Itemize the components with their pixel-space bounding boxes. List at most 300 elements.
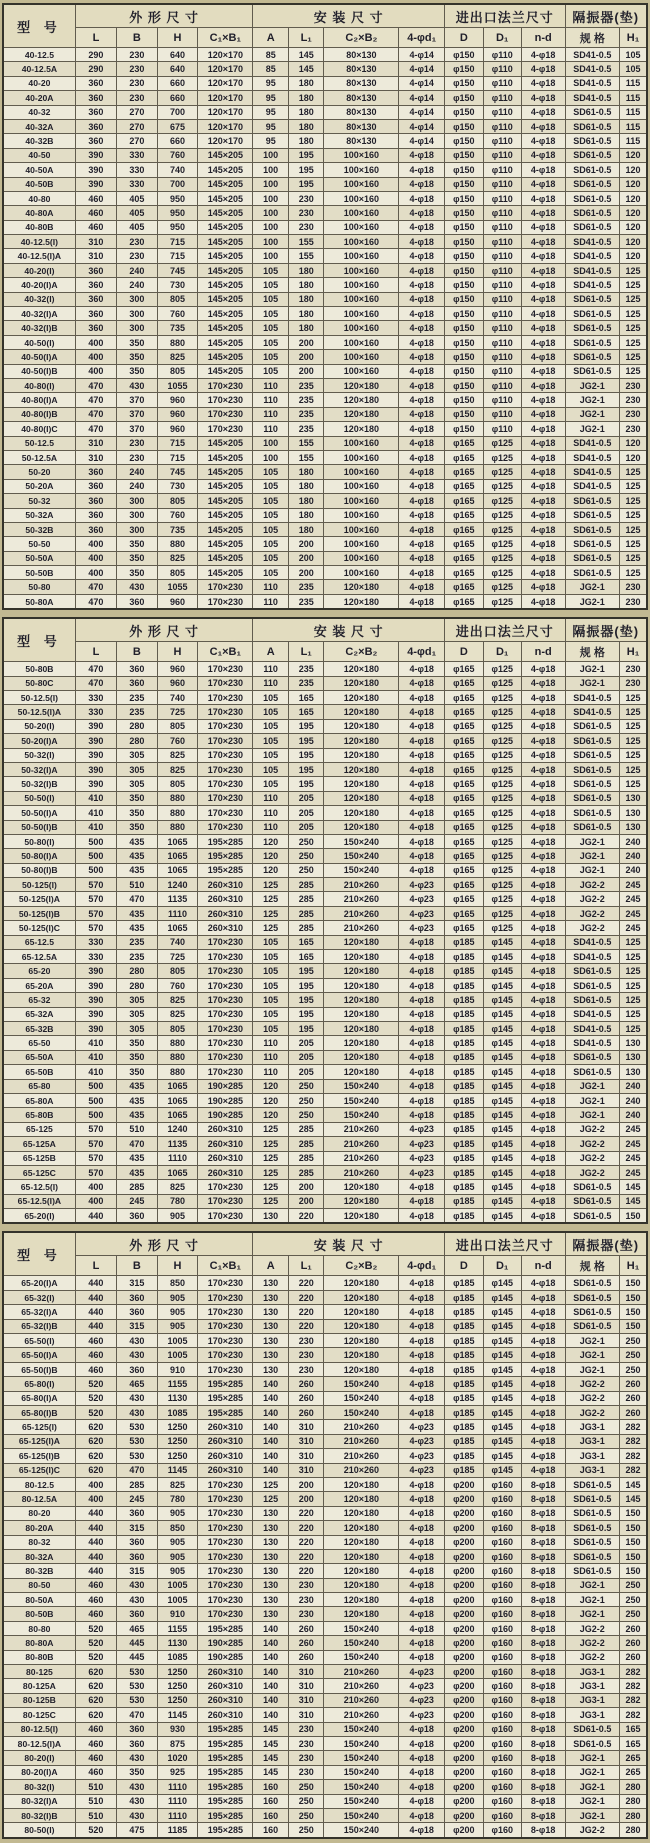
value-cell: 360 (75, 494, 116, 508)
value-cell: 350 (117, 566, 158, 580)
value-cell: 130 (253, 1535, 289, 1549)
value-cell: 145 (288, 62, 324, 76)
value-cell: φ125 (483, 921, 521, 935)
value-cell: SD61-0.5 (565, 1535, 620, 1549)
value-cell: JG2-1 (565, 422, 620, 436)
value-cell: 4-φ18 (399, 1621, 445, 1635)
value-cell: 1110 (157, 1808, 198, 1822)
column-group-header: 隔振器(垫) (565, 1232, 647, 1256)
value-cell: 350 (117, 1036, 158, 1050)
model-cell: 50-125(I)A (3, 892, 75, 906)
value-cell: φ150 (445, 134, 484, 148)
model-cell: 50-50B (3, 566, 75, 580)
value-cell: 210×260 (324, 878, 399, 892)
value-cell: 110 (253, 422, 289, 436)
value-cell: 240 (117, 263, 158, 277)
value-cell: 430 (117, 378, 158, 392)
value-cell: 4-φ18 (521, 1319, 565, 1333)
value-cell: 390 (75, 777, 116, 791)
value-cell: 110 (253, 806, 289, 820)
table-row (3, 407, 647, 421)
value-cell: φ125 (483, 479, 521, 493)
model-cell: 65-50(I) (3, 1334, 75, 1348)
value-cell: 125 (620, 993, 647, 1007)
value-cell: 360 (117, 1362, 158, 1376)
value-cell: 130 (253, 1362, 289, 1376)
model-cell: 65-80(I)B (3, 1405, 75, 1419)
value-cell: 780 (157, 1194, 198, 1208)
value-cell: 245 (620, 1137, 647, 1151)
value-cell: φ185 (445, 1334, 484, 1348)
value-cell: 260×310 (198, 1679, 253, 1693)
value-cell: 155 (288, 235, 324, 249)
value-cell: 620 (75, 1679, 116, 1693)
table-row (3, 1477, 647, 1491)
value-cell: 4-φ18 (521, 1165, 565, 1179)
value-cell: φ110 (483, 364, 521, 378)
value-cell: 145×205 (198, 177, 253, 191)
value-cell: 470 (75, 407, 116, 421)
value-cell: 4-φ18 (399, 1305, 445, 1319)
value-cell: 145 (253, 1765, 289, 1779)
value-cell: 4-φ18 (521, 292, 565, 306)
value-cell: 230 (288, 1607, 324, 1621)
value-cell: 825 (157, 1477, 198, 1491)
value-cell: 120 (253, 1079, 289, 1093)
column-header: H (157, 28, 198, 48)
value-cell: φ145 (483, 1391, 521, 1405)
value-cell: 530 (117, 1679, 158, 1693)
value-cell: JG2-1 (565, 662, 620, 676)
value-cell: 120×180 (324, 378, 399, 392)
table-row (3, 220, 647, 234)
value-cell: 145×205 (198, 335, 253, 349)
value-cell: 145 (253, 1751, 289, 1765)
value-cell: 4-φ18 (399, 1405, 445, 1419)
value-cell: 435 (117, 921, 158, 935)
value-cell: 740 (157, 163, 198, 177)
value-cell: 400 (75, 1194, 116, 1208)
column-header-model: 型 号 (3, 1232, 75, 1276)
value-cell: 4-φ18 (399, 849, 445, 863)
value-cell: 120×180 (324, 1593, 399, 1607)
value-cell: 330 (117, 163, 158, 177)
value-cell: 4-φ23 (399, 1137, 445, 1151)
value-cell: φ185 (445, 1007, 484, 1021)
value-cell: φ200 (445, 1535, 484, 1549)
value-cell: 4-φ18 (399, 1362, 445, 1376)
value-cell: 4-φ18 (399, 978, 445, 992)
value-cell: 4-φ18 (399, 407, 445, 421)
value-cell: 125 (253, 1165, 289, 1179)
value-cell: 4-φ18 (521, 105, 565, 119)
value-cell: 330 (75, 705, 116, 719)
value-cell: φ150 (445, 350, 484, 364)
table-row (3, 1593, 647, 1607)
value-cell: 105 (253, 364, 289, 378)
value-cell: 4-φ18 (399, 748, 445, 762)
value-cell: 100×160 (324, 364, 399, 378)
value-cell: 170×230 (198, 662, 253, 676)
value-cell: φ165 (445, 594, 484, 609)
value-cell: 4-φ18 (399, 1093, 445, 1107)
value-cell: 360 (117, 594, 158, 609)
value-cell: 905 (157, 1564, 198, 1578)
value-cell: 350 (117, 350, 158, 364)
value-cell: φ125 (483, 906, 521, 920)
spec-table-1 (2, 3, 648, 610)
value-cell: φ185 (445, 1348, 484, 1362)
model-cell: 65-125B (3, 1151, 75, 1165)
value-cell: 470 (75, 422, 116, 436)
model-cell: 80-50 (3, 1578, 75, 1592)
value-cell: JG2-2 (565, 921, 620, 935)
value-cell: 145 (288, 48, 324, 62)
value-cell: 130 (253, 1348, 289, 1362)
column-header: 4-φd₁ (399, 28, 445, 48)
value-cell: 8-φ18 (521, 1794, 565, 1808)
value-cell: 390 (75, 748, 116, 762)
table-row (3, 134, 647, 148)
value-cell: 390 (75, 762, 116, 776)
value-cell: 440 (75, 1305, 116, 1319)
value-cell: φ200 (445, 1679, 484, 1693)
value-cell: φ185 (445, 1209, 484, 1224)
value-cell: 260×310 (198, 878, 253, 892)
value-cell: 4-φ14 (399, 62, 445, 76)
value-cell: 145×205 (198, 278, 253, 292)
value-cell: 130 (253, 1607, 289, 1621)
value-cell: φ125 (483, 580, 521, 594)
value-cell: 400 (75, 551, 116, 565)
value-cell: 195 (288, 719, 324, 733)
table-row (3, 705, 647, 719)
table-row (3, 734, 647, 748)
value-cell: φ145 (483, 1463, 521, 1477)
value-cell: 95 (253, 119, 289, 133)
value-cell: 570 (75, 878, 116, 892)
value-cell: 125 (620, 292, 647, 306)
value-cell: 1065 (157, 863, 198, 877)
value-cell: φ150 (445, 62, 484, 76)
value-cell: φ165 (445, 436, 484, 450)
value-cell: φ110 (483, 378, 521, 392)
value-cell: 80×130 (324, 119, 399, 133)
value-cell: 250 (620, 1593, 647, 1607)
value-cell: φ145 (483, 1209, 521, 1224)
table-row (3, 1679, 647, 1693)
value-cell: 180 (288, 307, 324, 321)
value-cell: 100 (253, 235, 289, 249)
value-cell: 195×285 (198, 1808, 253, 1822)
value-cell: 1130 (157, 1636, 198, 1650)
value-cell: 250 (620, 1607, 647, 1621)
value-cell: 430 (117, 1334, 158, 1348)
value-cell: φ185 (445, 1065, 484, 1079)
value-cell: φ185 (445, 1290, 484, 1304)
column-header: D₁ (483, 642, 521, 662)
value-cell: 260×310 (198, 1449, 253, 1463)
value-cell: φ145 (483, 935, 521, 949)
table-row (3, 849, 647, 863)
value-cell: φ200 (445, 1823, 484, 1838)
value-cell: 200 (288, 364, 324, 378)
value-cell: 170×230 (198, 777, 253, 791)
value-cell: φ200 (445, 1693, 484, 1707)
value-cell: 260×310 (198, 1122, 253, 1136)
value-cell: 510 (75, 1794, 116, 1808)
value-cell: φ185 (445, 993, 484, 1007)
value-cell: 530 (117, 1434, 158, 1448)
value-cell: 260 (620, 1377, 647, 1391)
model-cell: 80-32 (3, 1535, 75, 1549)
value-cell: 850 (157, 1521, 198, 1535)
value-cell: 105 (253, 465, 289, 479)
value-cell: 180 (288, 522, 324, 536)
value-cell: 470 (117, 892, 158, 906)
value-cell: 80×130 (324, 105, 399, 119)
value-cell: 105 (253, 522, 289, 536)
value-cell: 4-φ18 (399, 777, 445, 791)
value-cell: 100×160 (324, 220, 399, 234)
value-cell: 165 (288, 691, 324, 705)
value-cell: 200 (288, 1180, 324, 1194)
value-cell: φ145 (483, 1362, 521, 1376)
value-cell: 195×285 (198, 1823, 253, 1838)
value-cell: SD41-0.5 (565, 436, 620, 450)
value-cell: φ165 (445, 705, 484, 719)
value-cell: 120 (620, 148, 647, 162)
value-cell: 760 (157, 307, 198, 321)
value-cell: 120×180 (324, 734, 399, 748)
model-cell: 40-32B (3, 134, 75, 148)
value-cell: 95 (253, 105, 289, 119)
value-cell: φ160 (483, 1780, 521, 1794)
value-cell: 230 (288, 1578, 324, 1592)
value-cell: 265 (620, 1751, 647, 1765)
model-cell: 40-32(I) (3, 292, 75, 306)
value-cell: 570 (75, 906, 116, 920)
value-cell: JG3-1 (565, 1679, 620, 1693)
value-cell: SD41-0.5 (565, 235, 620, 249)
value-cell: 145×205 (198, 220, 253, 234)
value-cell: 8-φ18 (521, 1722, 565, 1736)
value-cell: 240 (620, 1108, 647, 1122)
value-cell: φ160 (483, 1549, 521, 1563)
value-cell: SD61-0.5 (565, 1521, 620, 1535)
value-cell: 260×310 (198, 921, 253, 935)
value-cell: 210×260 (324, 1151, 399, 1165)
value-cell: 905 (157, 1209, 198, 1224)
value-cell: φ125 (483, 820, 521, 834)
value-cell: 130 (253, 1305, 289, 1319)
model-cell: 40-12.5(I) (3, 235, 75, 249)
value-cell: 120×180 (324, 1521, 399, 1535)
value-cell: 195×285 (198, 1765, 253, 1779)
value-cell: 150×240 (324, 1823, 399, 1838)
value-cell: JG3-1 (565, 1665, 620, 1679)
value-cell: 4-φ18 (399, 465, 445, 479)
value-cell: 4-φ14 (399, 134, 445, 148)
value-cell: 140 (253, 1679, 289, 1693)
value-cell: 130 (620, 820, 647, 834)
value-cell: 960 (157, 407, 198, 421)
value-cell: φ165 (445, 791, 484, 805)
value-cell: 245 (117, 1492, 158, 1506)
column-header: B (117, 1256, 158, 1276)
value-cell: 170×230 (198, 1607, 253, 1621)
model-cell: 40-50B (3, 177, 75, 191)
value-cell: 4-φ18 (521, 1405, 565, 1419)
value-cell: φ125 (483, 762, 521, 776)
value-cell: 195 (288, 993, 324, 1007)
value-cell: JG2-2 (565, 1823, 620, 1838)
value-cell: φ125 (483, 676, 521, 690)
value-cell: 350 (117, 791, 158, 805)
value-cell: 360 (117, 1607, 158, 1621)
value-cell: 4-φ18 (399, 307, 445, 321)
value-cell: φ145 (483, 1405, 521, 1419)
value-cell: φ150 (445, 263, 484, 277)
value-cell: SD61-0.5 (565, 820, 620, 834)
value-cell: 8-φ18 (521, 1693, 565, 1707)
value-cell: 270 (117, 105, 158, 119)
value-cell: 200 (288, 350, 324, 364)
value-cell: 285 (288, 1137, 324, 1151)
value-cell: 4-φ18 (521, 249, 565, 263)
value-cell: 180 (288, 479, 324, 493)
value-cell: φ145 (483, 1194, 521, 1208)
value-cell: 880 (157, 820, 198, 834)
value-cell: φ110 (483, 177, 521, 191)
value-cell: 460 (75, 1334, 116, 1348)
value-cell: SD61-0.5 (565, 494, 620, 508)
model-cell: 80-80 (3, 1621, 75, 1635)
value-cell: 350 (117, 537, 158, 551)
value-cell: 470 (75, 378, 116, 392)
value-cell: 1250 (157, 1434, 198, 1448)
value-cell: SD61-0.5 (565, 220, 620, 234)
value-cell: 330 (75, 950, 116, 964)
value-cell: 210×260 (324, 1665, 399, 1679)
value-cell: φ185 (445, 1050, 484, 1064)
value-cell: 460 (75, 1751, 116, 1765)
value-cell: 80×130 (324, 76, 399, 90)
value-cell: 4-φ18 (521, 820, 565, 834)
value-cell: 4-φ18 (521, 1194, 565, 1208)
value-cell: 4-φ18 (521, 1463, 565, 1477)
value-cell: 260 (288, 1650, 324, 1664)
value-cell: 4-φ18 (521, 119, 565, 133)
value-cell: φ145 (483, 1022, 521, 1036)
value-cell: 740 (157, 935, 198, 949)
value-cell: φ185 (445, 1449, 484, 1463)
value-cell: SD61-0.5 (565, 964, 620, 978)
value-cell: φ125 (483, 734, 521, 748)
value-cell: 180 (288, 278, 324, 292)
value-cell: 120×170 (198, 91, 253, 105)
value-cell: 200 (288, 1477, 324, 1491)
value-cell: SD61-0.5 (565, 1564, 620, 1578)
value-cell: 282 (620, 1665, 647, 1679)
table-row (3, 235, 647, 249)
value-cell: φ150 (445, 76, 484, 90)
value-cell: 350 (117, 335, 158, 349)
value-cell: 145×205 (198, 235, 253, 249)
value-cell: 390 (75, 177, 116, 191)
value-cell: φ160 (483, 1693, 521, 1707)
value-cell: 4-φ18 (399, 1736, 445, 1750)
value-cell: 905 (157, 1549, 198, 1563)
value-cell: 520 (75, 1650, 116, 1664)
value-cell: 195×285 (198, 1794, 253, 1808)
value-cell: 95 (253, 134, 289, 148)
value-cell: 282 (620, 1434, 647, 1448)
value-cell: JG3-1 (565, 1693, 620, 1707)
value-cell: φ145 (483, 1290, 521, 1304)
value-cell: 110 (253, 580, 289, 594)
value-cell: 230 (117, 76, 158, 90)
value-cell: 400 (75, 566, 116, 580)
value-cell: φ125 (483, 436, 521, 450)
value-cell: JG2-1 (565, 849, 620, 863)
value-cell: 125 (620, 551, 647, 565)
value-cell: 1085 (157, 1650, 198, 1664)
value-cell: 735 (157, 522, 198, 536)
value-cell: 165 (288, 705, 324, 719)
value-cell: 120×180 (324, 1180, 399, 1194)
value-cell: 4-φ18 (521, 878, 565, 892)
value-cell: 120×180 (324, 393, 399, 407)
value-cell: 105 (253, 935, 289, 949)
value-cell: 125 (620, 321, 647, 335)
column-header: A (253, 1256, 289, 1276)
value-cell: 130 (253, 1334, 289, 1348)
value-cell: 130 (620, 1065, 647, 1079)
value-cell: 290 (75, 62, 116, 76)
table-row (3, 350, 647, 364)
value-cell: 120×180 (324, 978, 399, 992)
value-cell: 240 (117, 278, 158, 292)
value-cell: 140 (253, 1377, 289, 1391)
value-cell: 925 (157, 1765, 198, 1779)
value-cell: 80×130 (324, 91, 399, 105)
model-cell: 80-32(I)A (3, 1794, 75, 1808)
value-cell: 1250 (157, 1665, 198, 1679)
value-cell: 430 (117, 1348, 158, 1362)
value-cell: 170×230 (198, 1549, 253, 1563)
value-cell: 120×180 (324, 1334, 399, 1348)
value-cell: 125 (253, 878, 289, 892)
value-cell: 1240 (157, 1122, 198, 1136)
value-cell: 245 (620, 1165, 647, 1179)
value-cell: 120×170 (198, 76, 253, 90)
value-cell: 105 (253, 734, 289, 748)
value-cell: 260 (288, 1391, 324, 1405)
value-cell: 4-φ23 (399, 1122, 445, 1136)
value-cell: 715 (157, 436, 198, 450)
value-cell: 100×160 (324, 278, 399, 292)
value-cell: 4-φ18 (521, 1362, 565, 1376)
value-cell: 360 (117, 1290, 158, 1304)
value-cell: 230 (288, 1348, 324, 1362)
value-cell: 4-φ18 (521, 235, 565, 249)
model-cell: 80-125C (3, 1708, 75, 1722)
value-cell: 4-φ18 (521, 1065, 565, 1079)
value-cell: φ200 (445, 1564, 484, 1578)
value-cell: JG2-1 (565, 407, 620, 421)
value-cell: SD61-0.5 (565, 1276, 620, 1290)
